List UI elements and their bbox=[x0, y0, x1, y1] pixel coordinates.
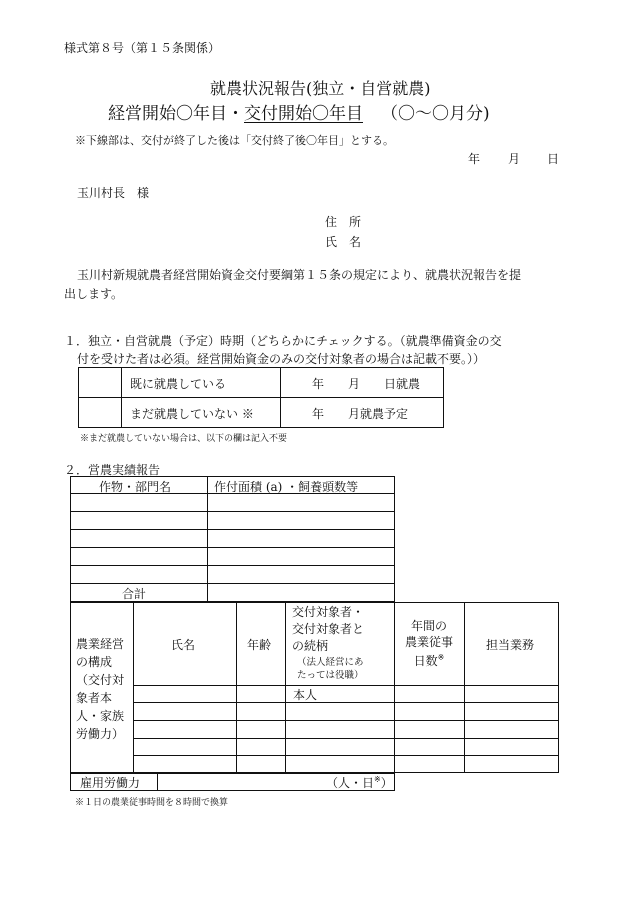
labor-footnote: ※１日の農業従事時間を８時間で換算 bbox=[75, 798, 229, 808]
date-year-label: 年 bbox=[468, 152, 481, 166]
body-text-line2: 出します。 bbox=[64, 287, 124, 301]
annual-farming-days-header: 年間の 農業従事 日数※ bbox=[404, 619, 453, 668]
relationship-header-note: （法人経営にあ たっては役職） bbox=[297, 657, 364, 681]
hired-labor-unit: （人・日※） bbox=[326, 775, 393, 790]
already-farming-label: 既に就農している bbox=[130, 377, 227, 391]
address-label: 住 所 bbox=[325, 215, 362, 229]
section1-heading-line1: １．独立・自営就農（予定）時期（どちらかにチェックする。（就農準備資金の交 bbox=[64, 334, 502, 348]
body-text-line1: 玉川村新規就農者経営開始資金交付要綱第１５条の規定により、就農状況報告を提 bbox=[77, 268, 522, 282]
date-day-label: 日 bbox=[547, 152, 560, 166]
member-name-header: 氏名 bbox=[171, 638, 196, 652]
hired-labor-label: 雇用労働力 bbox=[80, 776, 141, 790]
relationship-header: 交付対象者・ 交付対象者と の続柄 bbox=[292, 605, 365, 653]
section2-heading: ２．営農実績報告 bbox=[64, 463, 161, 477]
page-title: 就農状況報告(独立・自営就農) bbox=[210, 79, 431, 98]
section1-heading-line2: 付を受けた者は必須。経営開始資金のみの交付対象者の場合は記載不要。）） bbox=[77, 352, 486, 366]
crop-total-label: 合計 bbox=[122, 587, 147, 601]
page-subtitle bbox=[108, 99, 490, 124]
not-yet-farming-label: まだ就農していない ※ bbox=[130, 407, 254, 421]
checkbox-already-farming[interactable] bbox=[83, 373, 115, 392]
planned-farming-date: 年 月就農予定 bbox=[312, 407, 409, 421]
relation-self-cell: 本人 bbox=[293, 688, 318, 702]
assigned-duty-header: 担当業務 bbox=[486, 638, 535, 652]
subtitle-month-range: （〇～〇月分) bbox=[381, 104, 490, 124]
age-header: 年齢 bbox=[247, 638, 272, 652]
addressee: 玉川村長 様 bbox=[77, 186, 150, 200]
form-number: 様式第８号（第１５条関係） bbox=[64, 41, 221, 55]
crop-name-header: 作物・部門名 bbox=[99, 480, 172, 494]
name-label: 氏 名 bbox=[325, 235, 362, 249]
underline-note: ※下線部は、交付が終了した後は「交付終了後〇年目」とする。 bbox=[75, 134, 394, 147]
subtitle-management-year: 経営開始〇年目・ bbox=[108, 104, 244, 124]
planted-area-header: 作付面積 (a) ・飼養頭数等 bbox=[214, 480, 359, 494]
subtitle-grant-year: 交付開始〇年目 bbox=[244, 104, 363, 124]
farming-start-date: 年 月 日就農 bbox=[312, 377, 421, 391]
checkbox-not-yet-farming[interactable] bbox=[83, 403, 115, 422]
date-month-label: 月 bbox=[508, 152, 521, 166]
section1-note: ※まだ就農していない場合は、以下の欄は記入不要 bbox=[80, 434, 288, 444]
household-labor-row-header: 農業経営 の構成 （交付対 象者本 人・家族 労働力） bbox=[76, 637, 125, 741]
